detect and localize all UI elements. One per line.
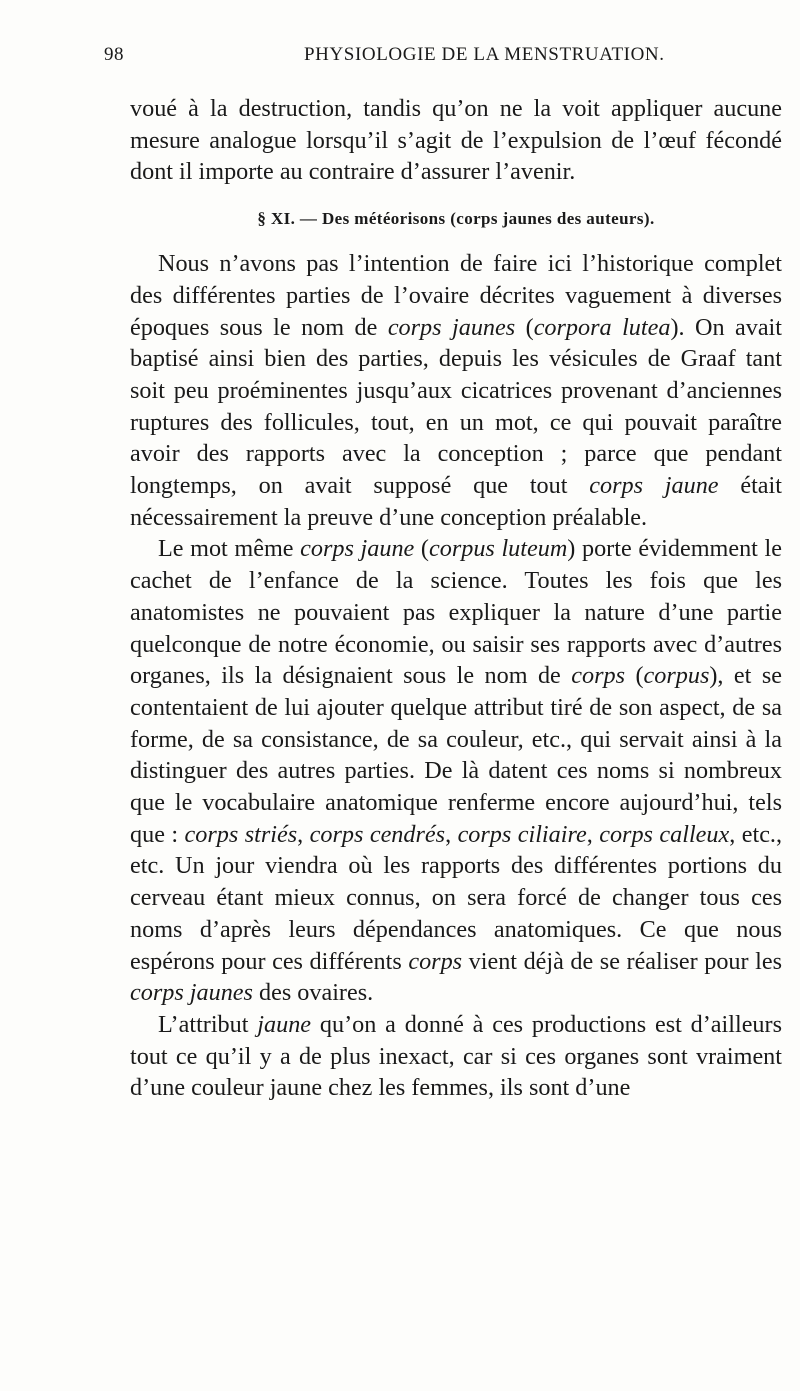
text-run: L’attribut: [158, 1010, 258, 1038]
text-run: ) porte évidemment le cachet de l’enfance de la science. Toutes les fois que les anatomistes ne pouvaient pas expliquer la nature d’une partie quelconque de notre économie, ou saisir ses rapports avec d’autres organes, ils la désignaient sous le nom de: [130, 535, 782, 690]
text-run: Le mot même: [158, 535, 301, 563]
italic-term: corps ciliaire: [457, 820, 587, 848]
italic-term: corpora lutea: [533, 313, 671, 341]
italic-term: corps: [408, 947, 463, 975]
italic-term: corps: [571, 662, 626, 690]
italic-term: corps jaunes: [130, 979, 253, 1007]
italic-term: corps jaunes: [387, 313, 516, 341]
text-run: ), et se contentaient de lui ajouter quelque attribut tiré de son aspect, de sa forme, de sa consistance, de sa couleur, etc., qui servait ainsi à la distinguer des autres parties. De là datent ces noms si nombreux que le vocabulaire anatomique renferme encore aujourd’hui, tels que :: [130, 662, 782, 848]
text-run: (: [625, 662, 644, 690]
italic-term: corps calleux: [599, 820, 730, 848]
italic-term: corps striés: [184, 820, 298, 848]
text-run: qu’on a donné à ces productions est d’ailleurs tout ce qu’il y a de plus inexact, car si ces organes sont vraiment d’une couleur jaune chez les femmes, ils sont d’une: [130, 1010, 782, 1102]
paragraph: [130, 533, 782, 1009]
body-text: [130, 93, 782, 1104]
page-number: 98: [104, 44, 124, 65]
text-run: Nous n’avons pas l’intention de faire ici l’historique complet des différentes parties de l’ovaire décrites vaguement à diverses époques sous le nom de: [130, 250, 782, 341]
text-run: vient déjà de se réaliser pour les: [462, 947, 783, 975]
text-run: , etc., etc. Un jour viendra où les rapports des différentes portions du cerveau étant mieux connus, on sera forcé de changer tous ces noms d’après leurs dépendances anatomiques. Ce que nous espérons pour ces différents: [130, 820, 783, 975]
text-run: (: [515, 313, 534, 341]
section-heading: § XI. — Des météorisons (corps jaunes des auteurs).: [257, 209, 655, 229]
italic-term: corpus luteum: [428, 535, 568, 563]
italic-term: corps jaune: [589, 472, 719, 500]
italic-term: corpus: [643, 662, 710, 690]
paragraph: [130, 248, 782, 533]
text-run: ,: [297, 820, 310, 848]
running-title: PHYSIOLOGIE DE LA MENSTRUATION.: [304, 44, 665, 65]
page-header: [104, 44, 704, 70]
text-run: ,: [445, 820, 458, 848]
text-run: ). On avait baptisé ainsi bien des parties, depuis les vésicules de Graaf tant soit peu proéminentes jusqu’aux cicatrices provenant d’anciennes ruptures des follicules, tout, en un mot, ce qui pouvait paraître avoir des rapports avec la conception ; parce que pendant longtemps, on avait supposé que tout: [130, 313, 783, 500]
italic-term: corps jaune: [300, 535, 415, 563]
paragraph-continued: voué à la destruction, tandis qu’on ne la voit appliquer aucune mesure analogue lorsqu’il s’agit de l’expulsion de l’œuf fécondé dont il importe au contraire d’assurer l’avenir.: [130, 95, 782, 186]
text-run: (: [414, 535, 429, 563]
italic-term: corps cendrés: [309, 820, 446, 848]
paragraph: [130, 1009, 782, 1104]
text-run: des ovaires.: [252, 979, 374, 1007]
text-run: était nécessairement la preuve d’une conception préalable.: [130, 472, 782, 531]
italic-term: jaune: [257, 1010, 312, 1038]
text-run: ,: [586, 820, 600, 848]
